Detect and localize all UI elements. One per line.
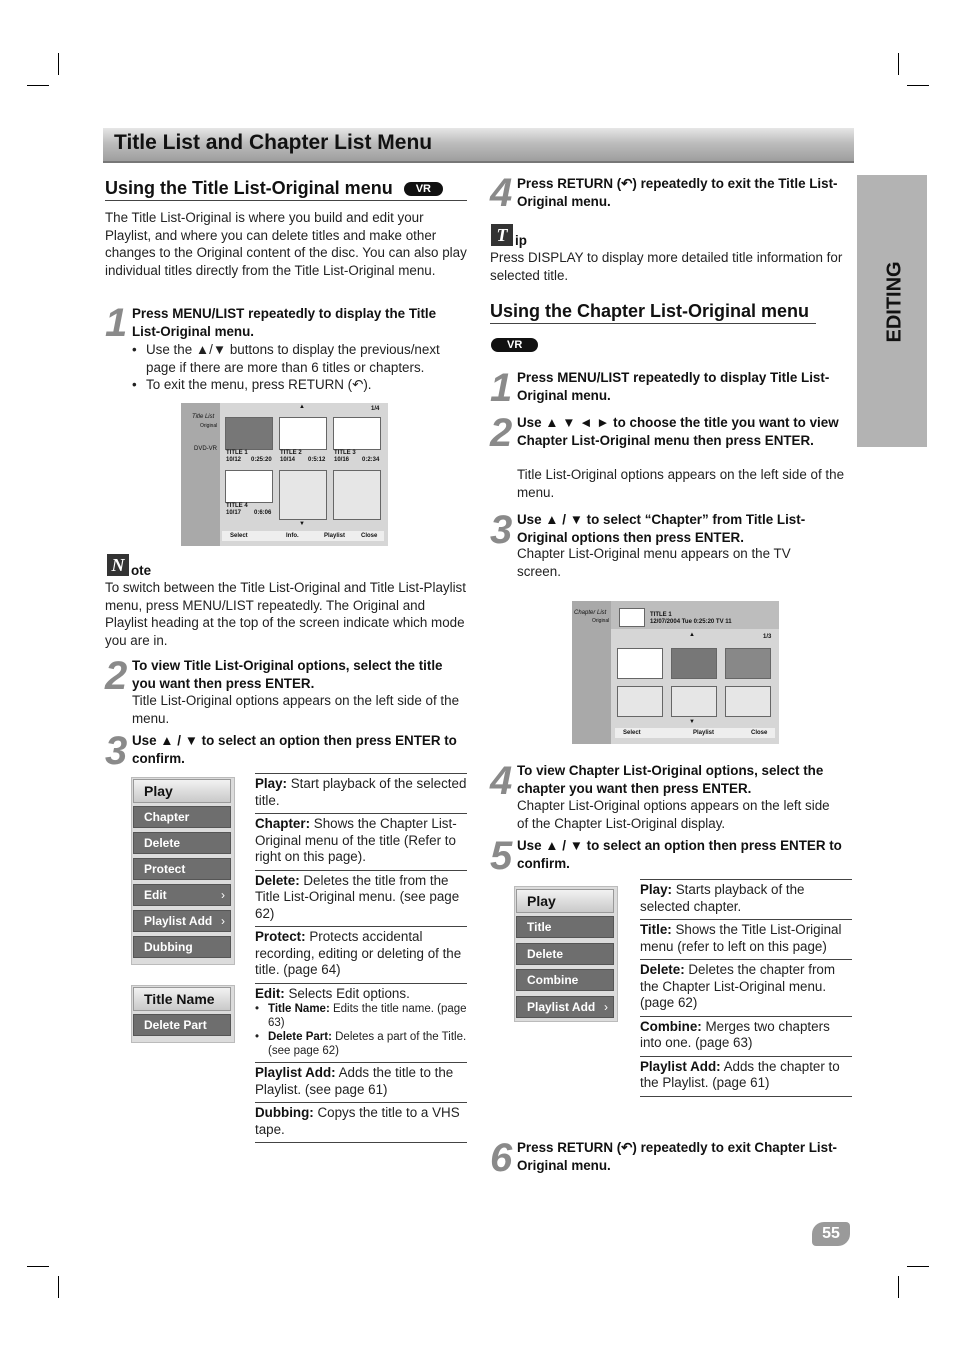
chapter-list-screen	[572, 601, 779, 744]
heading-rule	[105, 200, 467, 201]
step2-instruction: To view Title List-Original options, select the title you want then press ENTER.	[132, 658, 443, 691]
up-arrow-icon: ▲	[689, 632, 695, 638]
footer-close: Close	[751, 730, 768, 736]
left-heading: Using the Title List-Original menu VR	[105, 178, 443, 199]
menu-item-delete[interactable]: Delete	[133, 832, 231, 854]
step4-instruction: Press RETURN (↶) repeatedly to exit the Title List-Original menu.	[517, 176, 838, 209]
chapter-step5: Use ▲ / ▼ to select an option then press ENTER to confirm.	[517, 838, 842, 871]
footer-select: Select	[623, 730, 641, 736]
chapter-step2: Use ▲ ▼ ◄ ► to choose the title you want to view Chapter List-Original menu then press ENTER.	[517, 415, 839, 448]
vr-badge: VR	[491, 338, 538, 352]
menu-item-dubbing[interactable]: Dubbing	[133, 936, 231, 958]
step1-bullet: • To exit the menu, press RETURN (↶).	[132, 377, 372, 392]
crop-mark	[898, 1276, 899, 1298]
chapter-step2-text: Title List-Original options appears on the left side of the menu.	[517, 467, 845, 500]
edit-sub-item: • Delete Part: Deletes a part of the Title. (see page 62)	[255, 1031, 467, 1057]
chapter-thumbnail[interactable]	[725, 648, 771, 679]
definition-row: Playlist Add: Adds the title to the Playlist. (see page 61)	[255, 1063, 467, 1103]
crop-mark	[27, 1266, 49, 1267]
tip-icon: T	[491, 224, 513, 246]
menu-item-play[interactable]: Play	[516, 889, 614, 913]
menu-item-chapter[interactable]: Chapter	[133, 806, 231, 828]
screen-side-sub: Original	[200, 423, 218, 429]
title-date: 10/16	[334, 457, 350, 463]
page-indicator: 1/4	[371, 406, 380, 412]
title-options-definitions	[255, 773, 467, 1143]
title-name: TITLE 4	[226, 503, 248, 509]
definition-row: Chapter: Shows the Chapter List-Original menu of the title (Refer to right on this page).	[255, 814, 467, 871]
note-text: To switch between the Title List-Original and Title List-Playlist menu, press MENU/LIST repeatedly. The Original and Playlist heading at the top of the screen indicate which mode you are in.	[105, 580, 466, 648]
heading-rule	[490, 323, 816, 324]
footer-playlist: Playlist	[693, 730, 715, 736]
definition-row: Protect: Protects accidental recording, editing or deleting of the title. (page 64)	[255, 927, 467, 984]
info-title: TITLE 1	[650, 612, 672, 618]
menu-item-play[interactable]: Play	[133, 779, 231, 803]
page-number: 55	[812, 1222, 850, 1246]
step-number: 6	[490, 1136, 510, 1180]
definition-row: Dubbing: Copys the title to a VHS tape.	[255, 1103, 467, 1143]
step2-text: Title List-Original options appears on the left side of the menu.	[132, 693, 460, 726]
step-number: 4	[490, 171, 510, 215]
screen-side-title: Title List	[192, 414, 215, 420]
page-indicator: 1/3	[763, 634, 772, 640]
chapter-thumbnail[interactable]	[617, 648, 663, 679]
chapter-step3: Use ▲ / ▼ to select “Chapter” from Title List-Original options then press ENTER.	[517, 512, 806, 545]
chevron-right-icon: ›	[604, 1000, 608, 1014]
down-arrow-icon: ▼	[299, 521, 305, 527]
crop-mark	[27, 85, 49, 86]
title-name: TITLE 3	[334, 450, 356, 456]
empty-slot	[671, 686, 717, 717]
menu-item-edit[interactable]: Edit ›	[133, 884, 231, 906]
definition-row: Play: Start playback of the selected title.	[255, 773, 467, 814]
step1-instruction: Press MENU/LIST repeatedly to display the Title List-Original menu.	[132, 306, 437, 339]
empty-slot	[333, 470, 381, 520]
menu-item-title-name[interactable]: Title Name	[133, 987, 231, 1011]
chapter-options-definitions	[640, 879, 852, 1097]
definition-row: Title: Shows the Title List-Original menu (refer to left on this page)	[640, 920, 852, 960]
title-time: 0:5:12	[308, 457, 326, 463]
step-number: 3	[105, 729, 125, 773]
screen-footer	[615, 728, 775, 738]
definition-row: Delete: Deletes the title from the Title List-Original menu. (see page 62)	[255, 871, 467, 928]
title-thumbnail[interactable]	[279, 417, 327, 450]
title-thumbnail	[619, 608, 645, 627]
vr-badge: VR	[404, 182, 443, 196]
section-tab	[857, 175, 927, 447]
step-number: 4	[490, 759, 510, 803]
footer-select: Select	[230, 533, 248, 539]
crop-mark	[907, 85, 929, 86]
step-number: 2	[490, 411, 510, 455]
crop-mark	[58, 53, 59, 75]
menu-item-combine[interactable]: Combine	[516, 969, 614, 991]
page-title: Title List and Chapter List Menu	[114, 131, 433, 154]
menu-item-protect[interactable]: Protect	[133, 858, 231, 880]
screen-side-sub: Original	[592, 618, 610, 624]
tip-text: Press DISPLAY to display more detailed title information for selected title.	[490, 250, 843, 283]
step-number: 1	[105, 301, 125, 345]
chapter-step1: Press MENU/LIST repeatedly to display Title List-Original menu.	[517, 370, 830, 403]
definition-row: Delete: Deletes the chapter from the Chapter List-Original menu. (page 62)	[640, 960, 852, 1017]
edit-sub-item: • Title Name: Edits the title name. (page 63)	[255, 1003, 467, 1029]
title-name: TITLE 1	[226, 450, 248, 456]
title-time: 0:2:34	[362, 457, 380, 463]
up-arrow-icon: ▲	[299, 404, 305, 410]
info-line: 12/07/2004 Tue 0:25:20 TV 11	[650, 619, 732, 625]
chapter-step4: To view Chapter List-Original options, select the chapter you want then press ENTER.	[517, 763, 824, 796]
menu-item-playlist-add[interactable]: Playlist Add ›	[516, 996, 614, 1018]
step-number: 5	[490, 834, 510, 878]
title-time: 0:6:06	[254, 510, 272, 516]
down-arrow-icon: ▼	[689, 719, 695, 725]
screen-side-title: Chapter List	[574, 610, 607, 616]
chevron-right-icon: ›	[221, 914, 225, 928]
footer-info: Info.	[286, 533, 299, 539]
definition-row: Combine: Merges two chapters into one. (page 63)	[640, 1017, 852, 1057]
disc-type: DVD-VR	[194, 446, 218, 452]
title-date: 10/14	[280, 457, 296, 463]
footer-playlist: Playlist	[324, 533, 346, 539]
title-thumbnail[interactable]	[333, 417, 381, 450]
empty-slot	[725, 686, 771, 717]
right-heading: Using the Chapter List-Original menu	[490, 301, 810, 321]
empty-slot	[617, 686, 663, 717]
menu-item-title[interactable]: Title	[516, 916, 614, 938]
tip-label: ip	[515, 233, 527, 248]
title-date: 10/17	[226, 510, 242, 516]
chapter-step4-text: Chapter List-Original options appears on the left side of the Chapter List-Original display.	[517, 798, 830, 831]
title-thumbnail[interactable]	[225, 417, 273, 450]
empty-slot	[279, 470, 327, 520]
section-tab-label: EDITING	[883, 261, 906, 343]
crop-mark	[58, 1276, 59, 1298]
page-title-bar	[103, 128, 854, 163]
crop-mark	[907, 1266, 929, 1267]
step1-bullet: • Use the ▲/▼ buttons to display the previous/next page if there are more than 6 titles or chapters.	[132, 342, 440, 375]
definition-row: Play: Starts playback of the selected chapter.	[640, 879, 852, 920]
footer-close: Close	[361, 533, 378, 539]
menu-item-playlist-add[interactable]: Playlist Add ›	[133, 910, 231, 932]
step-number: 1	[490, 366, 510, 410]
menu-item-delete[interactable]: Delete	[516, 943, 614, 965]
crop-mark	[898, 53, 899, 75]
screen-footer	[222, 531, 384, 541]
title-thumbnail[interactable]	[225, 470, 273, 503]
note-icon: N	[107, 554, 129, 576]
title-time: 0:25:20	[251, 457, 272, 463]
chapter-step3-text: Chapter List-Original menu appears on the TV screen.	[517, 546, 791, 579]
step-number: 3	[490, 508, 510, 552]
intro-paragraph: The Title List-Original is where you build and edit your Playlist, and where you can delete titles and make other changes to the Original content of the disc. You can also play individual titles directly from the Title List-Original menu.	[105, 210, 467, 278]
chapter-thumbnail[interactable]	[671, 648, 717, 679]
definition-row: Playlist Add: Adds the chapter to the Playlist. (page 61)	[640, 1057, 852, 1097]
step-number: 2	[105, 654, 125, 698]
step3-instruction: Use ▲ / ▼ to select an option then press ENTER to confirm.	[132, 733, 457, 766]
title-list-screen	[181, 403, 388, 546]
chevron-right-icon: ›	[221, 888, 225, 902]
title-date: 10/12	[226, 457, 242, 463]
menu-item-delete-part[interactable]: Delete Part	[133, 1014, 231, 1036]
definition-row: Edit: Selects Edit options. • Title Name: Edits the title name. (page 63) • Delete Part: Deletes a part of the Title. (see page 62)	[255, 984, 467, 1064]
chapter-step6: Press RETURN (↶) repeatedly to exit Chapter List-Original menu.	[517, 1140, 838, 1173]
note-label: ote	[131, 563, 152, 578]
title-name: TITLE 2	[280, 450, 302, 456]
